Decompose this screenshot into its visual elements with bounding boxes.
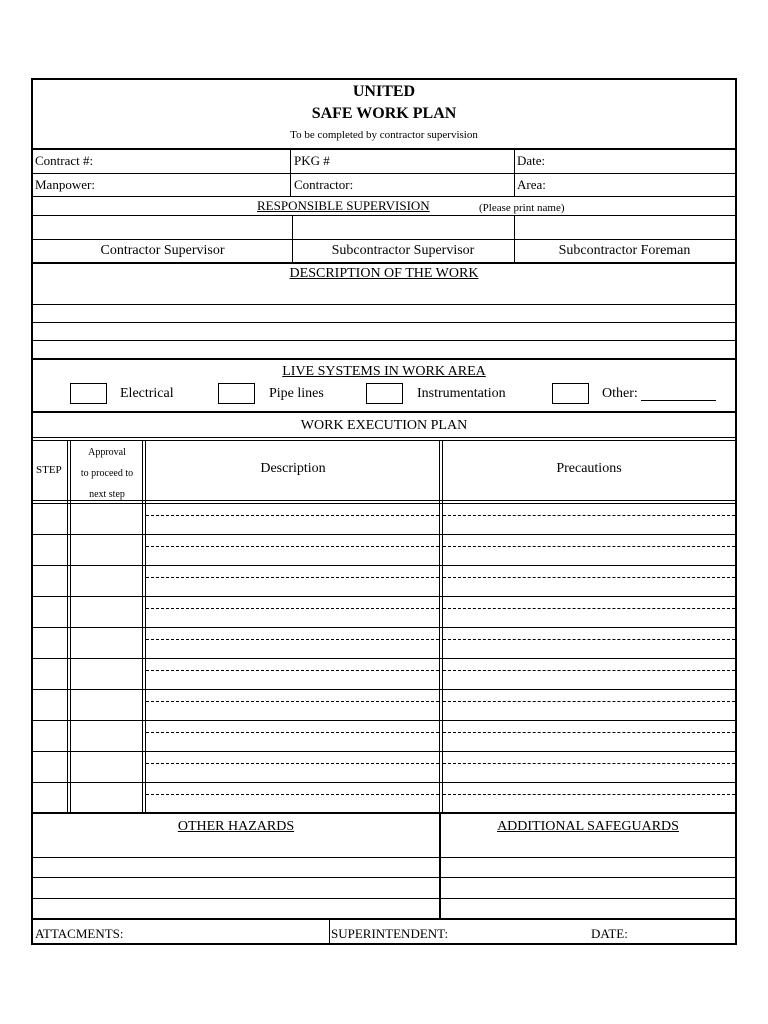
live-systems-heading: LIVE SYSTEMS IN WORK AREA [282, 364, 486, 379]
other-checkbox[interactable] [552, 383, 589, 404]
table-row [33, 658, 735, 659]
description-entry-line[interactable] [146, 639, 439, 640]
other-hazards-heading: OTHER HAZARDS [177, 819, 295, 834]
contractor-supervisor-label: Contractor Supervisor [100, 243, 225, 258]
superintendent-field-label[interactable]: SUPERINTENDENT: [331, 926, 449, 941]
precautions-entry-line[interactable] [443, 701, 735, 702]
approval-header-line: Approval [88, 447, 126, 458]
work-execution-heading: WORK EXECUTION PLAN [300, 418, 468, 433]
description-entry-line[interactable] [146, 763, 439, 764]
subcontractor-foreman-label: Subcontractor Foreman [558, 243, 691, 258]
pipe-lines-checkbox[interactable] [218, 383, 255, 404]
company-name: UNITED [352, 83, 416, 100]
table-row [33, 565, 735, 566]
instrumentation-label: Instrumentation [417, 386, 506, 401]
divider [290, 148, 291, 196]
form-subtitle: To be completed by contractor supervision [290, 129, 478, 141]
contractor-field-label[interactable]: Contractor: [294, 177, 354, 192]
table-row [33, 782, 735, 783]
divider [33, 500, 735, 501]
divider [33, 358, 735, 360]
hazards-line[interactable] [33, 898, 735, 899]
responsible-supervision-heading: RESPONSIBLE SUPERVISION [257, 198, 430, 213]
divider [33, 239, 735, 240]
description-heading: DESCRIPTION OF THE WORK [289, 266, 479, 281]
divider [33, 812, 735, 814]
date-field-label[interactable]: Date: [517, 153, 546, 168]
precautions-entry-line[interactable] [443, 608, 735, 609]
table-row [33, 689, 735, 690]
form-title: SAFE WORK PLAN [311, 105, 457, 122]
approval-header-line: to proceed to [80, 468, 134, 479]
table-row [33, 596, 735, 597]
divider [33, 440, 735, 441]
hazards-line[interactable] [33, 877, 735, 878]
divider [33, 918, 735, 920]
instrumentation-checkbox[interactable] [366, 383, 403, 404]
divider [33, 148, 735, 150]
print-name-note: (Please print name) [479, 202, 565, 214]
table-row [33, 534, 735, 535]
divider [514, 148, 515, 196]
pkg-field-label[interactable]: PKG # [294, 153, 330, 168]
additional-safeguards-heading: ADDITIONAL SAFEGUARDS [497, 819, 679, 834]
other-label: Other: [602, 386, 638, 401]
table-row [33, 627, 735, 628]
description-entry-line[interactable] [146, 577, 439, 578]
description-line[interactable] [33, 340, 735, 341]
contract-field-label[interactable]: Contract #: [35, 153, 94, 168]
description-entry-line[interactable] [146, 670, 439, 671]
precautions-entry-line[interactable] [443, 732, 735, 733]
other-input-line[interactable] [641, 400, 716, 401]
table-row [33, 751, 735, 752]
divider [33, 173, 735, 174]
description-entry-line[interactable] [146, 608, 439, 609]
date-footer-label[interactable]: DATE: [591, 926, 628, 941]
description-entry-line[interactable] [146, 794, 439, 795]
precautions-entry-line[interactable] [443, 515, 735, 516]
precautions-entry-line[interactable] [443, 670, 735, 671]
safe-work-plan-form [31, 78, 737, 945]
precautions-column-header: Precautions [556, 461, 622, 476]
pipe-lines-label: Pipe lines [269, 386, 324, 401]
divider [33, 411, 735, 413]
approval-header-line: next step [89, 489, 125, 500]
electrical-checkbox[interactable] [70, 383, 107, 404]
subcontractor-supervisor-label: Subcontractor Supervisor [331, 243, 475, 258]
hazards-line[interactable] [33, 857, 735, 858]
divider [33, 262, 735, 264]
table-row [33, 720, 735, 721]
manpower-field-label[interactable]: Manpower: [35, 177, 95, 192]
area-field-label[interactable]: Area: [517, 177, 546, 192]
electrical-label: Electrical [120, 386, 174, 401]
description-entry-line[interactable] [146, 546, 439, 547]
divider [33, 215, 735, 216]
description-line[interactable] [33, 322, 735, 323]
description-entry-line[interactable] [146, 701, 439, 702]
divider [329, 918, 330, 945]
precautions-entry-line[interactable] [443, 546, 735, 547]
precautions-entry-line[interactable] [443, 763, 735, 764]
divider [33, 437, 735, 438]
description-entry-line[interactable] [146, 515, 439, 516]
divider [33, 503, 735, 504]
precautions-entry-line[interactable] [443, 577, 735, 578]
precautions-entry-line[interactable] [443, 639, 735, 640]
description-column-header: Description [260, 461, 326, 476]
divider [33, 196, 735, 197]
approval-column-header [70, 442, 144, 505]
precautions-entry-line[interactable] [443, 794, 735, 795]
description-line[interactable] [33, 304, 735, 305]
description-entry-line[interactable] [146, 732, 439, 733]
attachments-field-label[interactable]: ATTACMENTS: [35, 926, 124, 941]
step-column-header: STEP [36, 464, 62, 476]
